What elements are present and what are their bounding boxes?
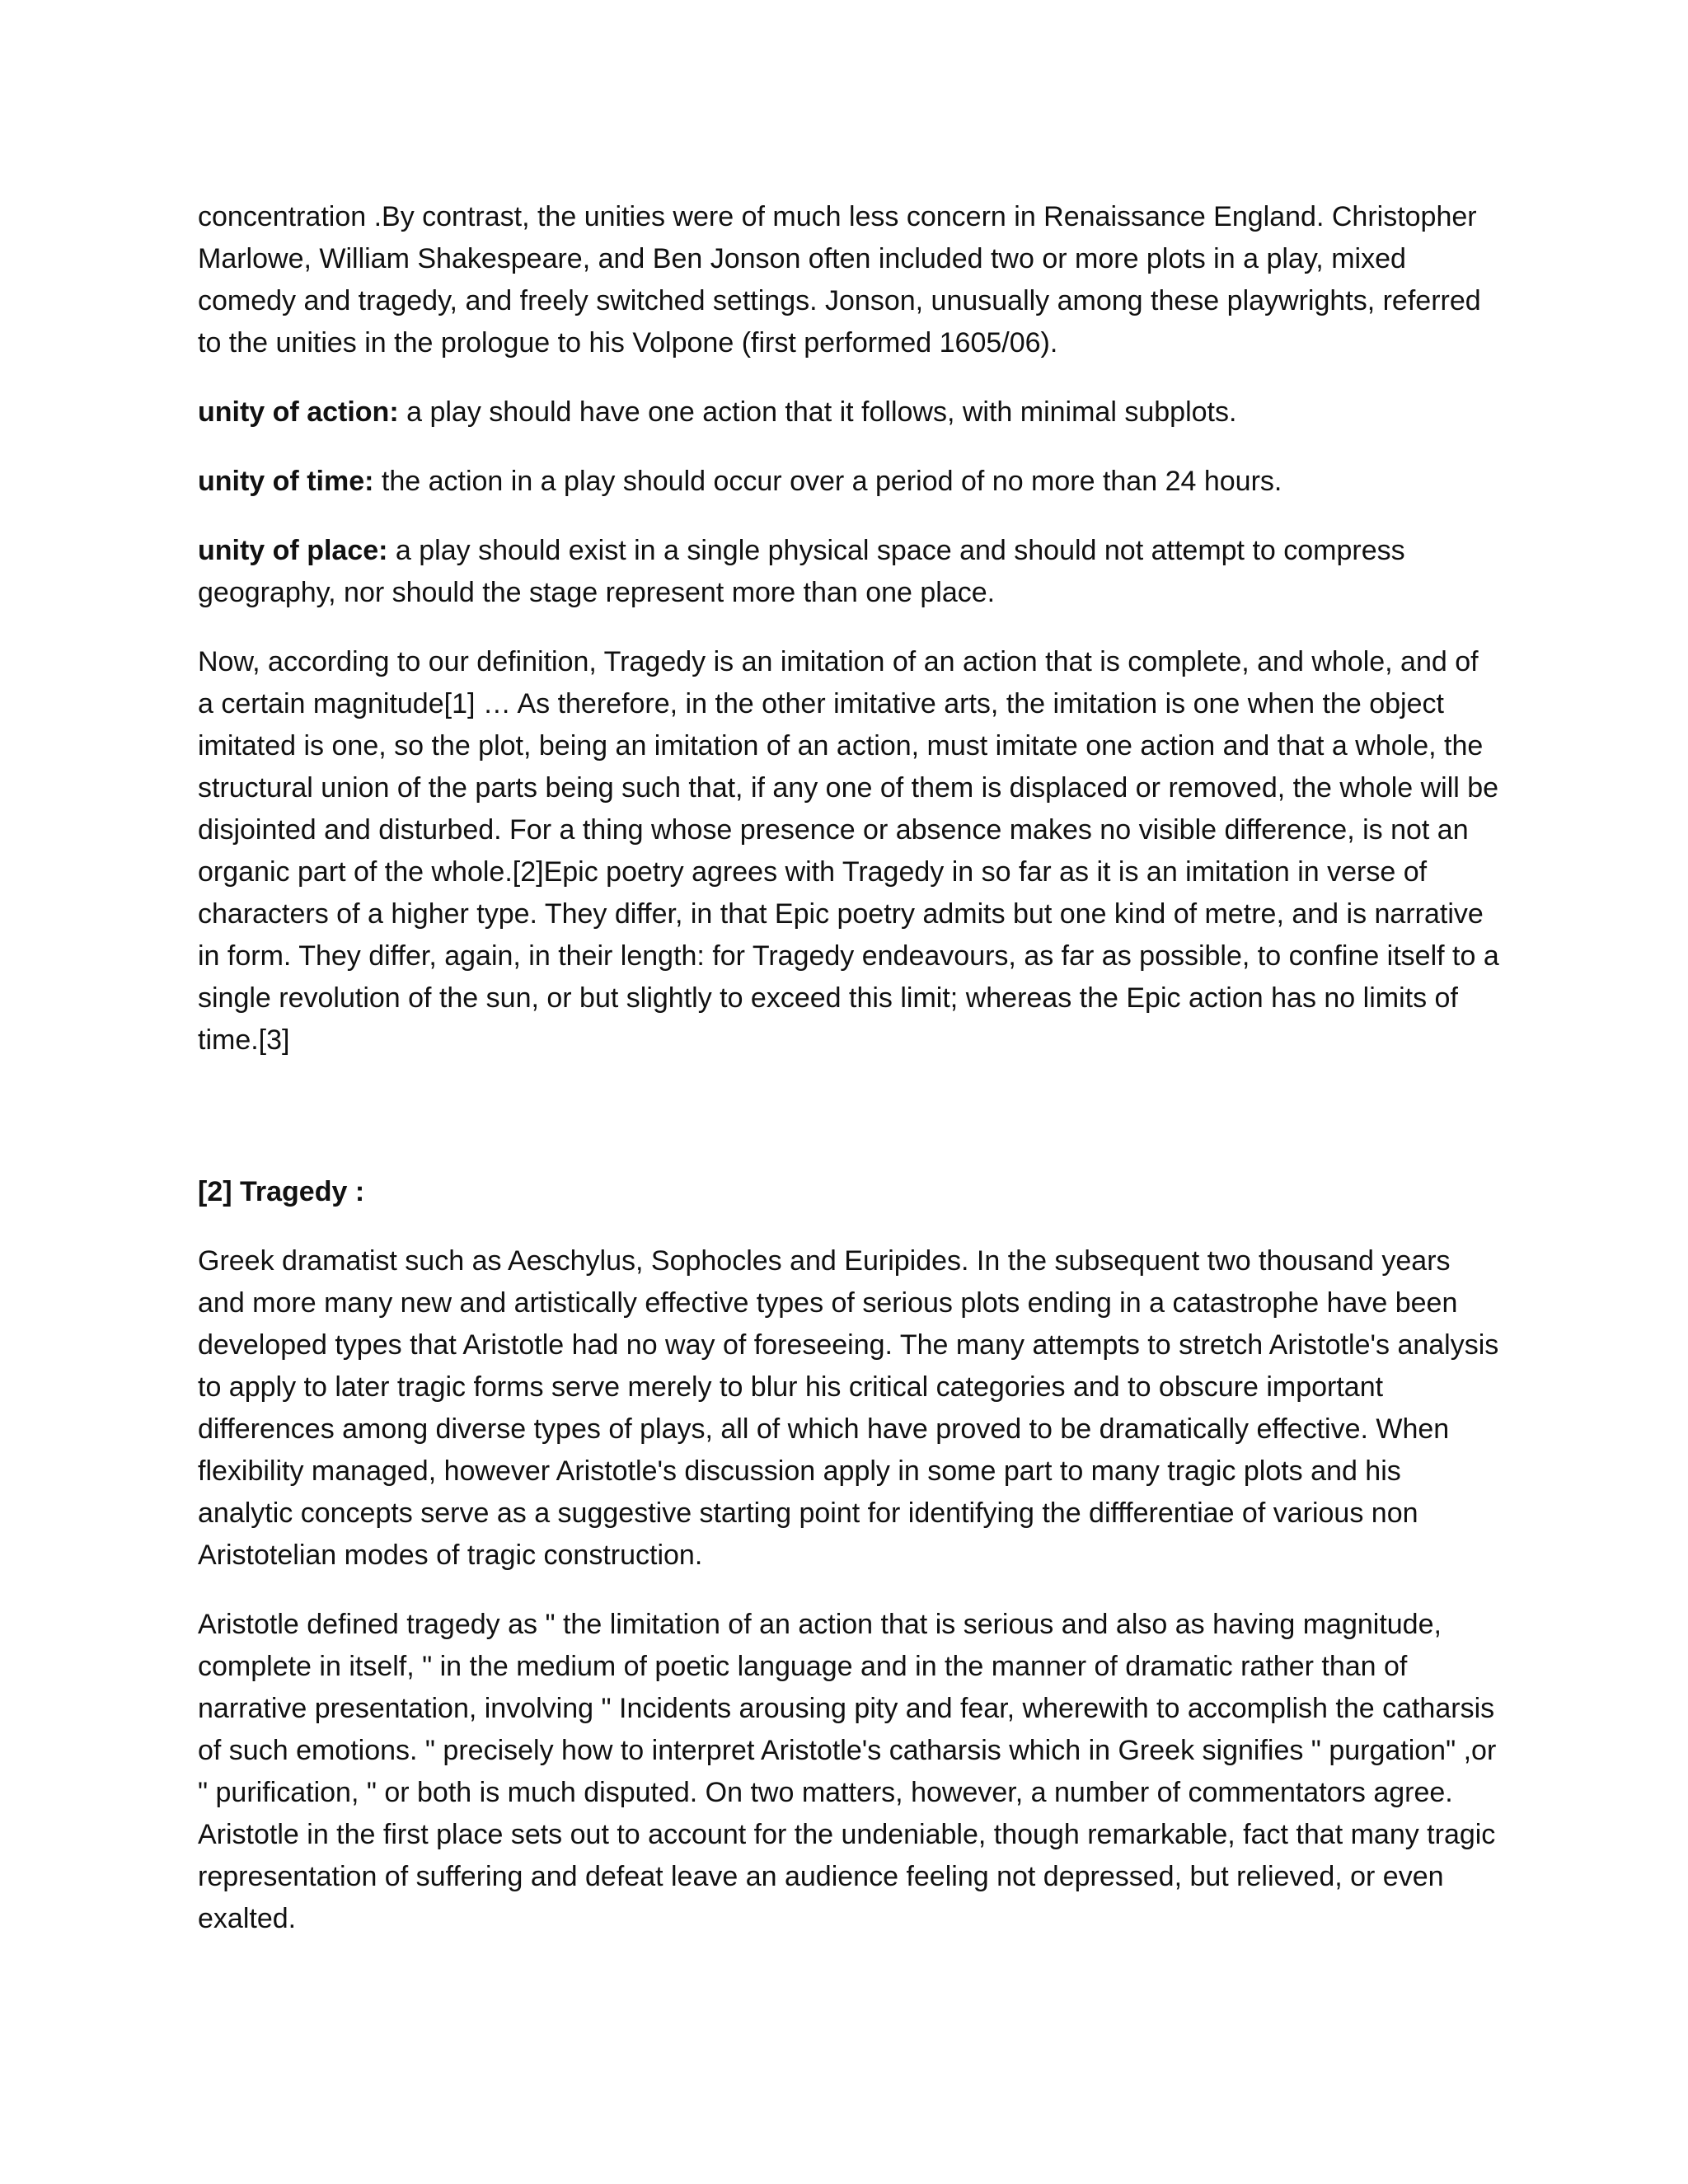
term-unity-of-time: unity of time: xyxy=(198,466,374,497)
term-unity-of-action: unity of action: xyxy=(198,396,399,428)
definition-unity-of-time xyxy=(198,461,1500,503)
term-unity-of-place: unity of place: xyxy=(198,535,388,566)
definition-text-unity-of-place: a play should exist in a single physical space and should not attempt to compress geography, nor should the stage represent more than one place. xyxy=(198,535,1405,608)
definition-unity-of-action xyxy=(198,391,1500,434)
definition-unity-of-place xyxy=(198,530,1500,614)
document-body xyxy=(198,196,1500,1967)
section-heading-tragedy: [2] Tragedy : xyxy=(198,1176,365,1207)
paragraph-tragedy-definition: Now, according to our definition, Tragedy is an imitation of an action that is complete, and whole, and of a certain magnitude[1] … As therefore, in the other imitative arts, the imitation is one when the object imitated is one, so the plot, being an imitation of an action, must imitate one action and that a whole, the structural union of the parts being such that, if any one of them is displaced or removed, the whole will be disjointed and disturbed. For a thing whose presence or absence makes no visible difference, is not an organic part of the whole.[2]Epic poetry agrees with Tragedy in so far as it is an imitation in verse of characters of a higher type. They differ, in that Epic poetry admits but one kind of metre, and is narrative in form. They differ, again, in their length: for Tragedy endeavours, as far as possible, to confine itself to a single revolution of the sun, or but slightly to exceed this limit; whereas the Epic action has no limits of time.[3] xyxy=(198,646,1499,1056)
definition-text-unity-of-time: the action in a play should occur over a period of no more than 24 hours. xyxy=(373,466,1282,497)
definition-text-unity-of-action: a play should have one action that it follows, with minimal subplots. xyxy=(398,396,1237,428)
paragraph-greek-dramatists: Greek dramatist such as Aeschylus, Sophocles and Euripides. In the subsequent two thousand years and more many new and artistically effective types of serious plots ending in a catastrophe have been developed types that Aristotle had no way of foreseeing. The many attempts to stretch Aristotle's analysis to apply to later tragic forms serve merely to blur his critical categories and to obscure important differences among diverse types of plays, all of which have proved to be dramatically effective. When flexibility managed, however Aristotle's discussion apply in some part to many tragic plots and his analytic concepts serve as a suggestive starting point for identifying the diffferentiae of various non Aristotelian modes of tragic construction. xyxy=(198,1245,1499,1571)
paragraph-renaissance-unities: concentration .By contrast, the unities were of much less concern in Renaissance England. Christopher Marlowe, William Shakespeare, and Ben Jonson often included two or more plots in a play, mixed comedy and tragedy, and freely switched settings. Jonson, unusually among these playwrights, referred to the unities in the prologue to his Volpone (first performed 1605/06). xyxy=(198,201,1481,359)
section-spacer xyxy=(198,1089,1500,1171)
paragraph-aristotle-catharsis: Aristotle defined tragedy as " the limitation of an action that is serious and also as having magnitude, complete in itself, " in the medium of poetic language and in the manner of dramatic rather than of narrative presentation, involving " Incidents arousing pity and fear, wherewith to accomplish the catharsis of such emotions. " precisely how to interpret Aristotle's catharsis which in Greek signifies " purgation" ,or " purification, " or both is much disputed. On two matters, however, a number of commentators agree. Aristotle in the first place sets out to account for the undeniable, though remarkable, fact that many tragic representation of suffering and defeat leave an audience feeling not depressed, but relieved, or even exalted. xyxy=(198,1609,1497,1934)
